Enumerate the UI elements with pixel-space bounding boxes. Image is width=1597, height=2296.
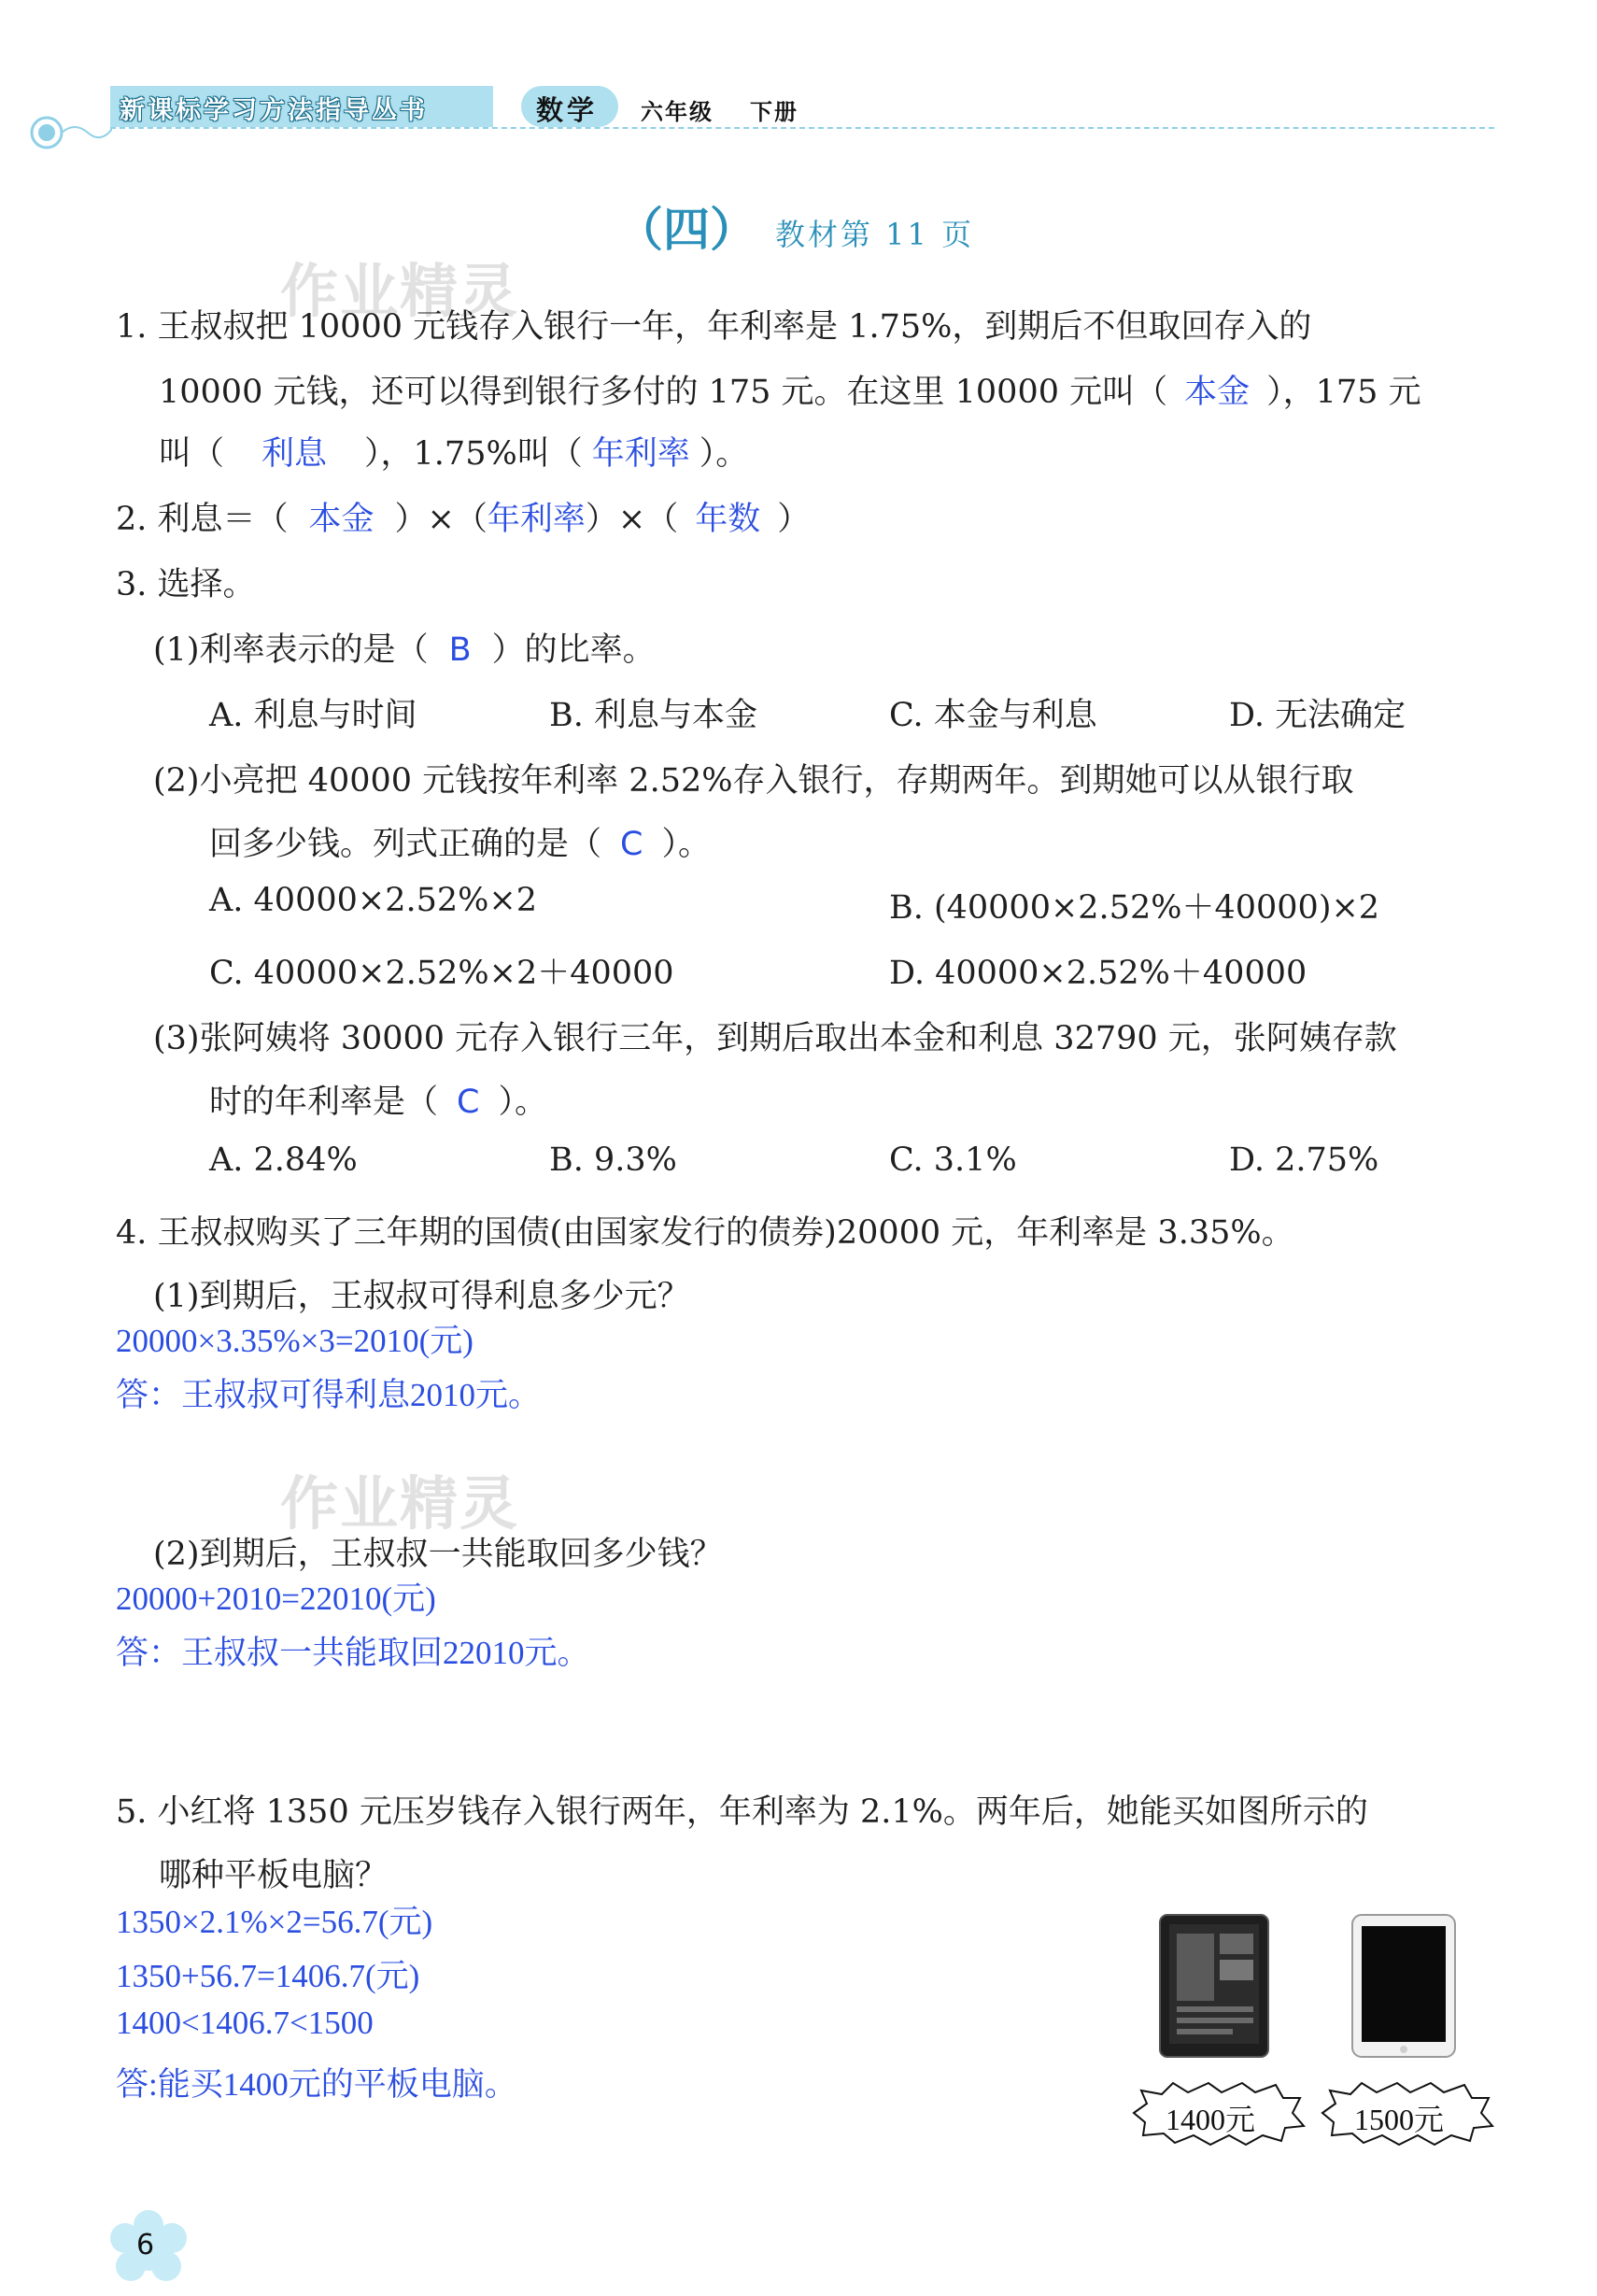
q4-part1: (1)到期后，王叔叔可得利息多少元？ [153, 1278, 690, 1315]
page-number: 6 [136, 2229, 155, 2261]
q3-p1-option-c: C. 本金与利息 [889, 697, 1097, 734]
q5-line2: 哪种平板电脑？ [159, 1857, 389, 1894]
q1-text: ），1.75%叫（ [364, 435, 583, 473]
q3-p2-option-b: B. (40000×2.52%＋40000)×2 [889, 889, 1380, 927]
q3-text: ）。 [661, 826, 711, 863]
q5-line1: 5. 小红将 1350 元压岁钱存入银行两年，年利率为 2.1%。两年后，她能买如图所示的 [116, 1793, 1368, 1831]
q1-answer-1: 本金 [1184, 374, 1251, 411]
q3-part3-line1: (3)张阿姨将 30000 元存入银行三年，到期后取出本金和利息 32790 元，张阿姨存款 [153, 1020, 1397, 1057]
header-subject: 数学 [536, 94, 599, 126]
q3-answer-2: C [620, 826, 643, 863]
q3-p3-option-b: B. 9.3% [549, 1141, 677, 1179]
section-title: （四） [616, 203, 756, 257]
q3-p2-option-d: D. 40000×2.52%＋40000 [889, 955, 1307, 992]
header-grade: 六年级 [641, 99, 714, 125]
q3-part1 [153, 624, 656, 671]
q3-p1-option-d: D. 无法确定 [1229, 697, 1406, 734]
q4-p1-answer-statement: 答：王叔叔可得利息2010元。 [116, 1377, 542, 1413]
section-reference: 教材第 11 页 [775, 217, 975, 252]
q3-part3-line2 [209, 1076, 547, 1123]
q4-p2-answer-statement: 答：王叔叔一共能取回22010元。 [116, 1635, 590, 1671]
header-series-title: 新课标学习方法指导丛书 [120, 96, 428, 125]
tablet-1400-icon [1158, 1913, 1270, 2059]
q3-title: 3. 选择。 [116, 566, 256, 603]
q4-title: 4. 王叔叔购买了三年期的国债(由国家发行的债券)20000 元，年利率是 3.35%。 [116, 1214, 1294, 1252]
watermark: 作业精灵 [280, 1469, 520, 1538]
q1-text: 叫（ [159, 435, 225, 473]
q3-text: 回多少钱。列式正确的是（ [209, 826, 602, 863]
q5-answer-line-1: 1350×2.1%×2=56.7(元) [116, 1904, 433, 1940]
q2-text: ）×（ [394, 501, 488, 538]
q3-part2-line1: (2)小亮把 40000 元钱按年利率 2.52%存入银行，存期两年。到期她可以从银行取 [153, 762, 1354, 800]
q3-text: ）的比率。 [491, 631, 656, 669]
q3-p3-option-c: C. 3.1% [889, 1141, 1017, 1179]
q3-p1-option-a: A. 利息与时间 [209, 697, 417, 734]
q1-text: ），175 元 [1266, 374, 1421, 411]
q4-p2-answer-formula: 20000+2010=22010(元) [116, 1580, 436, 1617]
q5-answer-line-4: 答:能买1400元的平板电脑。 [116, 2066, 517, 2103]
q3-p2-option-c: C. 40000×2.52%×2＋40000 [209, 955, 674, 992]
price-label-1400: 1400元 [1166, 2103, 1256, 2136]
q3-text: ）。 [498, 1084, 547, 1121]
header-divider [110, 127, 1494, 129]
q1-answer-3: 年利率 [591, 435, 690, 473]
header-volume: 下册 [750, 99, 798, 125]
q2-answer-1: 本金 [308, 501, 375, 538]
q4-part2: (2)到期后，王叔叔一共能取回多少钱？ [153, 1536, 723, 1573]
q1-line1: 1. 王叔叔把 10000 元钱存入银行一年，年利率是 1.75%，到期后不但取回存入的 [116, 308, 1312, 346]
header-decoration-icon [19, 105, 112, 161]
q2-answer-3: 年数 [695, 501, 761, 538]
q5-answer-line-2: 1350+56.7=1406.7(元) [116, 1958, 420, 1994]
q4-p1-answer-formula: 20000×3.35%×3=2010(元) [116, 1323, 473, 1359]
q3-p3-option-d: D. 2.75% [1229, 1141, 1379, 1179]
q3-p1-option-b: B. 利息与本金 [549, 697, 757, 734]
q2-answer-2: 年利率 [487, 501, 586, 538]
q1-text: ）。 [699, 435, 749, 473]
q3-text: 时的年利率是（ [209, 1084, 439, 1121]
q1-text: 10000 元钱，还可以得到银行多付的 175 元。在这里 10000 元叫（ [159, 374, 1168, 411]
q2-text: 2. 利息＝（ [116, 501, 289, 538]
q3-part2-line2 [209, 818, 711, 865]
q2-text: ） [777, 501, 811, 538]
q3-answer-3: C [457, 1084, 480, 1121]
q2-text: ）×（ [585, 501, 679, 538]
q1-line2 [159, 366, 1421, 413]
q1-answer-2: 利息 [261, 435, 328, 473]
q2-line [116, 493, 810, 540]
q3-answer-1: B [448, 631, 472, 669]
q3-text: (1)利率表示的是（ [153, 631, 429, 669]
q3-p2-option-a: A. 40000×2.52%×2 [209, 882, 537, 919]
q1-line3 [159, 428, 748, 475]
tablet-1500-icon [1350, 1913, 1457, 2059]
q5-answer-line-3: 1400<1406.7<1500 [116, 2005, 374, 2041]
price-label-1500: 1500元 [1354, 2103, 1445, 2136]
watermark: 作业精灵 [280, 257, 520, 325]
q3-p3-option-a: A. 2.84% [209, 1141, 358, 1179]
